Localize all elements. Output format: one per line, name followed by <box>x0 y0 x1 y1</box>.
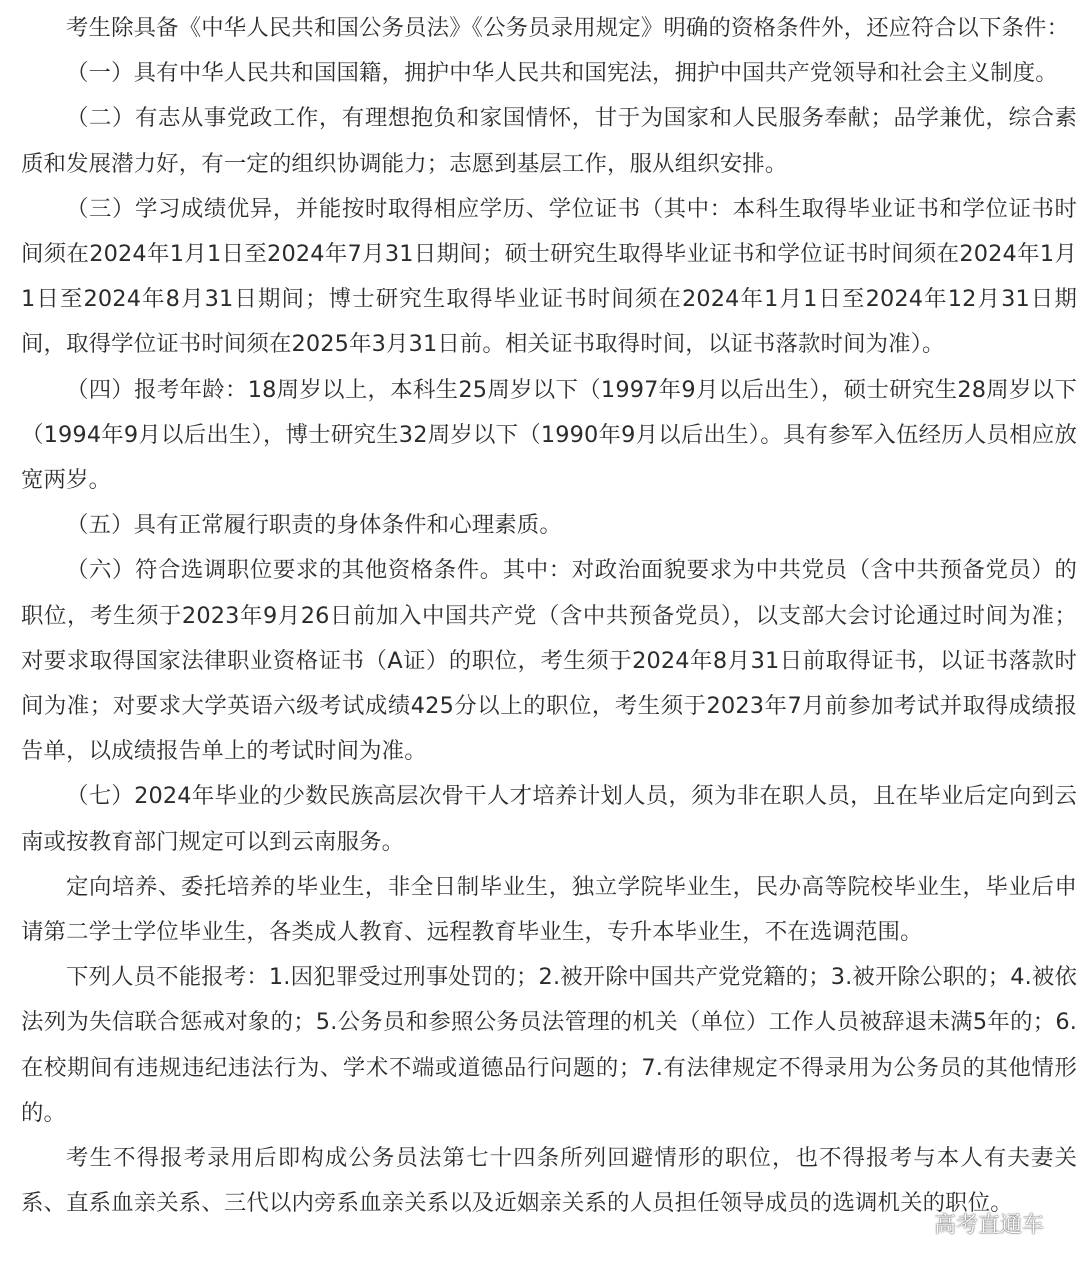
condition-item-7: （七）2024年毕业的少数民族高层次骨干人才培养计划人员，须为非在职人员，且在毕业后定向到云南或按教育部门规定可以到云南服务。 <box>21 783 1077 855</box>
condition-item-3: （三）学习成绩优异，并能按时取得相应学历、学位证书（其中：本科生取得毕业证书和学位证书时间须在2024年1月1日至2024年7月31日期间；硕士研究生取得毕业证书和学位证书时间须在2024年1月1日至2024年8月31日期间；博士研究生取得毕业证书时间须在2024年1月1日至2024年12月31日期间，取得学位证书时间须在2025年3月31日前。相关证书取得时间，以证书落款时间为准）。 <box>21 195 1077 358</box>
intro-paragraph: 考生除具备《中华人民共和国公务员法》《公务员录用规定》明确的资格条件外，还应符合以下条件： <box>66 15 1070 41</box>
excluded-graduates-paragraph: 定向培养、委托培养的毕业生，非全日制毕业生，独立学院毕业生，民办高等院校毕业生，毕业后申请第二学士学位毕业生，各类成人教育、远程教育毕业生，专升本毕业生，不在选调范围。 <box>21 873 1077 946</box>
condition-item-4: （四）报考年龄：18周岁以上，本科生25周岁以下（1997年9月以后出生），硕士研究生28周岁以下（1994年9月以后出生），博士研究生32周岁以下（1990年9月以后出生）。具有参军入伍经历人员相应放宽两岁。 <box>21 376 1077 494</box>
watermark-text: 高考直通车 <box>933 1213 1044 1238</box>
ineligible-persons-paragraph: 下列人员不能报考：1.因犯罪受过刑事处罚的；2.被开除中国共产党党籍的；3.被开除公职的；4.被依法列为失信联合惩戒对象的；5.公务员和参照公务员法管理的机关（单位）工作人员被辞退未满5年的；6.在校期间有违规违纪违法行为、学术不端或道德品行问题的；7.有法律规定不得录用为公务员的其他情形的。 <box>21 964 1077 1126</box>
condition-item-2: （二）有志从事党政工作，有理想抱负和家国情怀，甘于为国家和人民服务奉献；品学兼优，综合素质和发展潜力好，有一定的组织协调能力；志愿到基层工作，服从组织安排。 <box>21 105 1077 177</box>
document-body <box>21 6 1077 1226</box>
condition-item-6: （六）符合选调职位要求的其他资格条件。其中：对政治面貌要求为中共党员（含中共预备党员）的职位，考生须于2023年9月26日前加入中国共产党（含中共预备党员），以支部大会讨论通过时间为准；对要求取得国家法律职业资格证书（A证）的职位，考生须于2024年8月31日前取得证书，以证书落款时间为准；对要求大学英语六级考试成绩425分以上的职位，考生须于2023年7月前参加考试并取得成绩报告单，以成绩报告单上的考试时间为准。 <box>21 557 1077 765</box>
avoidance-paragraph: 考生不得报考录用后即构成公务员法第七十四条所列回避情形的职位，也不得报考与本人有夫妻关系、直系血亲关系、三代以内旁系血亲关系以及近姻亲关系的人员担任领导成员的选调机关的职位。 <box>21 1145 1077 1217</box>
condition-item-1: （一）具有中华人民共和国国籍，拥护中华人民共和国宪法，拥护中国共产党领导和社会主义制度。 <box>66 60 1058 87</box>
condition-item-5: （五）具有正常履行职责的身体条件和心理素质。 <box>66 512 562 539</box>
